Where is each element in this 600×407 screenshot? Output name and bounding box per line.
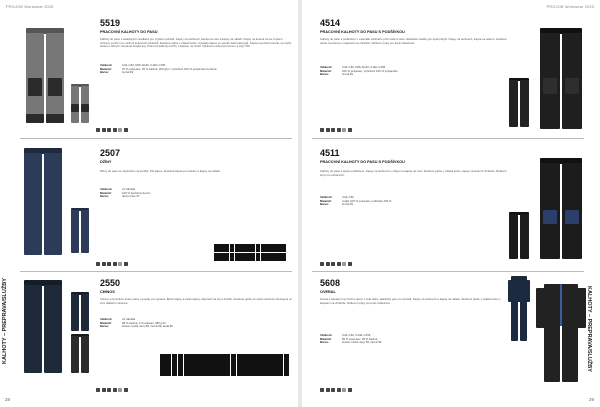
care-icons — [96, 262, 128, 266]
size-cell — [207, 372, 213, 376]
product-title: PRACOVNÍ KALHOTY DO PASU S PODŠÍVKOU — [320, 30, 405, 34]
size-cell — [201, 372, 207, 376]
size-cell — [219, 257, 224, 261]
pants-back-image — [508, 78, 530, 128]
size-cell — [276, 257, 281, 261]
product-divider — [20, 271, 292, 272]
size-cell — [160, 372, 166, 376]
product-specs: Velikosti: C44–C62, D96–D120, C146–C156 Materiál: 70 % polyester, 30 % bavlna, 260 g/m², vyztužení 100 % polyamidu Cordura Barva: černá 99 — [100, 63, 217, 75]
iron-icon — [107, 388, 111, 392]
wash-icon — [320, 388, 324, 392]
size-cell — [278, 372, 284, 376]
size-cell — [213, 372, 219, 376]
product-title: CHINOS — [100, 290, 115, 294]
side-tab: KALHOTY – PREPRAVA/SLUŽBY — [2, 278, 8, 364]
product-code: 4511 — [320, 148, 340, 158]
dry-clean-icon — [337, 128, 341, 132]
wash-icon — [320, 128, 324, 132]
pants-back-image — [70, 84, 90, 124]
size-cell — [214, 257, 219, 261]
product-description: Chinos s řemínkem kolem pasu a poutky pro opasek. Boční kapsy a zadní kapsy. Zapínání na zip a knoflík. Zesílené partie pro lepší odolnost. Dostupné ve více délkách nohavice. — [100, 297, 292, 305]
running-head: PROJOB Workwear 2025 — [6, 4, 54, 9]
tumble-dry-icon — [342, 262, 346, 266]
size-cell — [224, 257, 229, 261]
size-cell — [261, 257, 266, 261]
product-description: Džíny do pasu se zapínáním na knoflík. Pět kapes. Zesílená kapsa pro telefon a kapsy na nářadí. — [100, 169, 221, 173]
right-page — [302, 0, 600, 407]
care-icons — [320, 128, 352, 132]
size-cell — [237, 372, 243, 376]
overall-navy-image — [508, 276, 530, 342]
product-description: Kalhoty do pasu s podšívkou z materiálu odolného proti vodě a větru. Elastické vsadky pro lepší pohyb. Kapsy na stehnech, kapsa na telefon. Zesílené partie na kolenou s kapsami na chrániče. Reflexní prvky pro lepší viditelnost. — [320, 37, 507, 45]
product-image-2550 — [22, 280, 94, 376]
product-code: 4514 — [320, 18, 341, 28]
certification-icon — [124, 262, 128, 266]
certification-icon — [348, 262, 352, 266]
iron-icon — [107, 262, 111, 266]
size-cell — [248, 372, 254, 376]
product-title: DŽÍNY — [100, 160, 112, 164]
chinos-black-image — [70, 334, 90, 374]
tumble-dry-icon — [342, 128, 346, 132]
product-title: PRACOVNÍ KALHOTY DO PASU S PODŠÍVKOU — [320, 160, 405, 164]
size-cell — [242, 372, 248, 376]
left-page — [0, 0, 298, 407]
size-cell — [245, 257, 250, 261]
iron-icon — [331, 388, 335, 392]
side-tab: KALHOTY – PREPRAVA/SLUŽBY — [586, 286, 592, 372]
size-cell — [281, 257, 286, 261]
jeans-front-image — [22, 148, 64, 256]
tumble-dry-icon — [118, 388, 122, 392]
size-cell — [256, 257, 261, 261]
chinos-front-image — [22, 280, 64, 374]
product-code: 5608 — [320, 278, 341, 288]
bleach-icon — [326, 128, 330, 132]
chinos-back-image — [70, 292, 90, 332]
product-title: PRACOVNÍ KALHOTY DO PASU — [100, 30, 158, 34]
product-specs: Velikosti: C46–C62, D96–D120, C146–C156 Materiál: 100 % polyester, vyztužení 100 % polyamidu Barva: černá 99 — [320, 65, 398, 77]
product-divider — [312, 138, 584, 139]
dry-clean-icon — [337, 262, 341, 266]
size-cell — [219, 372, 225, 376]
page-number: 29 — [588, 397, 594, 402]
product-divider — [20, 138, 292, 139]
size-cell — [235, 257, 240, 261]
size-cell — [231, 372, 237, 376]
size-cell — [266, 372, 272, 376]
iron-icon — [331, 128, 335, 132]
wash-icon — [96, 262, 100, 266]
certification-icon — [124, 128, 128, 132]
care-icons — [320, 262, 352, 266]
dry-clean-icon — [113, 388, 117, 392]
iron-icon — [331, 262, 335, 266]
overall-black-image — [536, 284, 586, 382]
page-number: 28 — [5, 397, 11, 402]
product-code: 2507 — [100, 148, 121, 158]
product-code: 5519 — [100, 18, 121, 28]
pants-back-image — [508, 212, 530, 260]
dry-clean-icon — [113, 128, 117, 132]
product-divider — [312, 271, 584, 272]
care-icons — [96, 128, 128, 132]
wash-icon — [320, 262, 324, 266]
bleach-icon — [102, 388, 106, 392]
size-cell — [260, 372, 266, 376]
bleach-icon — [326, 262, 330, 266]
certification-icon — [124, 388, 128, 392]
wash-icon — [96, 388, 100, 392]
pants-front-image — [538, 158, 584, 260]
dry-clean-icon — [113, 262, 117, 266]
bleach-icon — [102, 262, 106, 266]
running-head: PROJOB Workwear 2025 — [546, 4, 594, 9]
size-cell — [284, 372, 290, 376]
product-description: Kalhoty do pasu s teplou podšívkou. Kapsy na stehnech s chlopní a kapsa na metr. Zesílené partie v oblasti kolen, kapsy na kolenní chrániče. Reflexní lemy na nohavicích. — [320, 169, 507, 177]
product-specs: Velikosti: viz tabulka Materiál: 100 % bavlněný denim Barva: denim blue 97 — [100, 187, 151, 199]
size-cell — [272, 372, 278, 376]
iron-icon — [107, 128, 111, 132]
product-title: OVERAL — [320, 290, 336, 294]
product-description: Kalhoty do pasu s elastickými vsadkami pro zvýšení pohodlí. Kapsy na stehnech, kapsa na metr a kapsy na nářadí. Kapsy na kolena lze ke zvýšení ochrany použít i pro vložení kolenních chráničů. Zesílené partie v oblasti kolen. Výstelky kapes ve spodní části zakrývají. Kapsa na přední straně, na zadní straně s chlopní. Zesílené dvojité švy. Pracovní kalhoty na PN, s kapsou na mobil. Vybaveno reflexním lemem a zipy YKK. — [100, 37, 292, 49]
bleach-icon — [102, 128, 106, 132]
product-specs: Velikosti: C44–C62, C146–C156 Materiál: 65 % polyester, 35 % bavlna Barva: tmavě modrá navy 58, černá 99 — [320, 333, 382, 345]
product-specs: Velikosti: viz tabulka Materiál: 98 % bavlna, 2 % elastan, 280 g/m² Barva: tmavě modrá navy 58, černá 99, šedá 96 — [100, 317, 173, 329]
size-cell — [271, 257, 276, 261]
size-cell — [178, 372, 184, 376]
tumble-dry-icon — [342, 388, 346, 392]
certification-icon — [348, 388, 352, 392]
size-table — [160, 354, 289, 376]
size-table — [214, 244, 286, 261]
dry-clean-icon — [337, 388, 341, 392]
bleach-icon — [326, 388, 330, 392]
size-cell — [225, 372, 231, 376]
wash-icon — [96, 128, 100, 132]
care-icons — [320, 388, 352, 392]
pants-front-image — [538, 28, 584, 130]
product-image-5608 — [508, 276, 588, 384]
size-cell — [240, 257, 245, 261]
product-description: Overal s kapsami na hrudi a zipem v celé délce. Elastický pas pro pohodlí. Kapsy na stehnech a kapsa na nářadí. Zesílené partie v oblasti kolen s kapsami na chrániče. Reflexní prvky pro lepší viditelnost. — [320, 297, 501, 305]
product-code: 2550 — [100, 278, 121, 288]
size-cell — [195, 372, 201, 376]
size-cell — [254, 372, 260, 376]
product-image-2507 — [22, 148, 94, 260]
size-cell — [172, 372, 178, 376]
size-cell — [184, 372, 190, 376]
jeans-back-image — [70, 208, 90, 254]
size-cell — [230, 257, 235, 261]
product-image-5519 — [24, 28, 96, 128]
certification-icon — [348, 128, 352, 132]
size-cell — [250, 257, 255, 261]
size-cell — [189, 372, 195, 376]
pants-front-image — [24, 28, 66, 124]
care-icons — [96, 388, 128, 392]
product-specs: Velikosti: C44–C62 Materiál: vnější 100 % polyester, podšívka 100 % Barva: černá 99 — [320, 195, 392, 207]
tumble-dry-icon — [118, 262, 122, 266]
product-image-4514 — [508, 28, 588, 132]
product-image-4511 — [508, 158, 588, 262]
size-cell — [266, 257, 271, 261]
tumble-dry-icon — [118, 128, 122, 132]
size-cell — [166, 372, 172, 376]
